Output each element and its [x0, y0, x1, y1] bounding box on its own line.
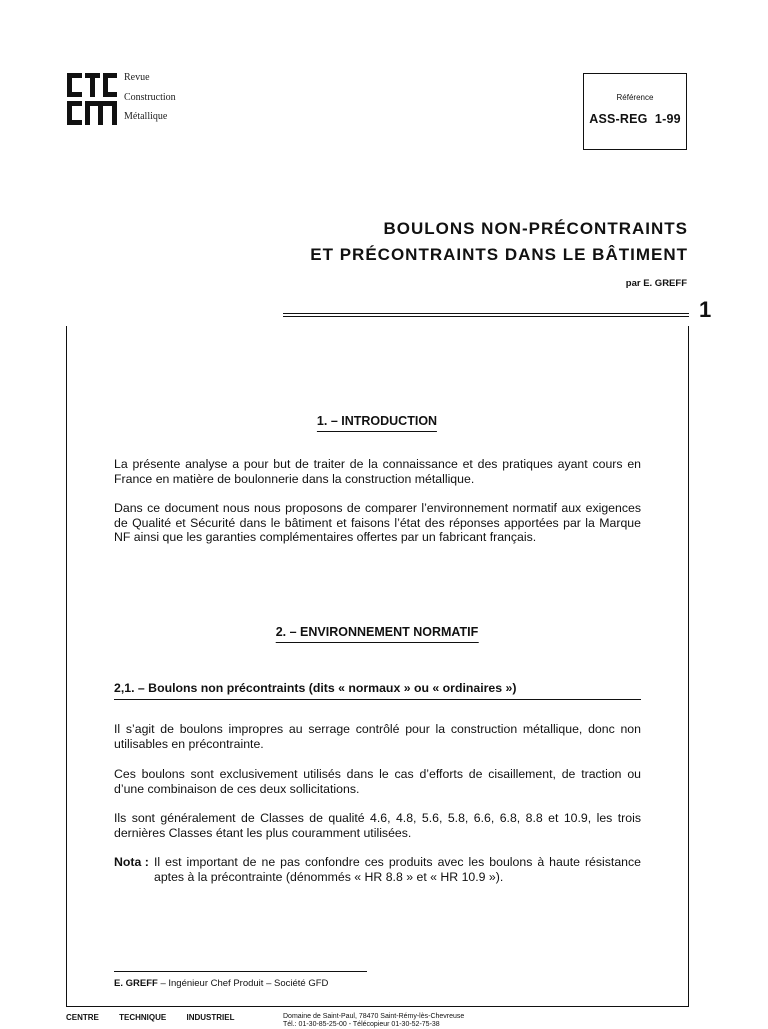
footer-address-line2: Tél.: 01-30-85-25-00 - Télécopieur 01-30-52-75-38: [283, 1021, 440, 1028]
footnote-rule: [114, 971, 367, 972]
nota-label: Nota :: [114, 855, 149, 869]
subsection-title: 2,1. – Boulons non précontraints (dits « normaux » ou « ordinaires »): [114, 681, 641, 700]
footer-word-industriel: INDUSTRIEL: [186, 1013, 235, 1022]
footer-word-technique: TECHNIQUE: [119, 1013, 167, 1022]
title-rule-bottom: [283, 316, 689, 317]
footnote: [114, 978, 328, 989]
intro-paragraph-1: La présente analyse a pour but de traiter de la connaissance et des pratiques ayant cours en France en matière de boulonnerie dans la construction métallique.: [114, 457, 641, 486]
env-paragraph-1: Il s’agit de boulons impropres au serrage contrôlé pour la construction métallique, donc non utilisables en précontrainte.: [114, 722, 641, 751]
footer-organization: [66, 1013, 252, 1022]
title-rule-top: [283, 313, 689, 314]
document-title-line2: ET PRÉCONTRAINTS DANS LE BÂTIMENT: [310, 245, 688, 264]
frame-bottom-border: [66, 1006, 689, 1007]
reference-label: Référence: [616, 93, 654, 102]
section-title-introduction: 1. – INTRODUCTION: [317, 414, 437, 432]
author: par E. GREFF: [625, 278, 687, 289]
nota-text-content: Il est important de ne pas confondre ces produits avec les boulons à haute résistance aptes à la précontrainte (dénommés « HR 8.8 » et « HR 10.9 »).: [154, 855, 641, 884]
document-title-line1: BOULONS NON-PRÉCONTRAINTS: [383, 219, 688, 238]
reference-code: ASS-REG 1-99: [589, 112, 681, 126]
section-title-environnement: 2. – ENVIRONNEMENT NORMATIF: [276, 625, 479, 643]
footer-address: [283, 1013, 464, 1029]
env-paragraph-2: Ces boulons sont exclusivement utilisés dans le cas d’efforts de cisaillement, de traction ou d’une combinaison de ces deux sollicitations.: [114, 767, 641, 796]
intro-paragraph-2: Dans ce document nous nous proposons de comparer l’environnement normatif aux exigences de Qualité et Sécurité dans le bâtiment et faisons l’état des réponses apportées par la Marque NF ainsi que les garanties complémentaires offertes par un fabricant français.: [114, 501, 641, 545]
nota-text: [154, 855, 641, 884]
env-paragraph-3: Ils sont généralement de Classes de qualité 4.6, 4.8, 5.6, 5.8, 6.6, 6.8, 8.8 et 10.9, les trois dernières Classes étant les plus couramment utilisées.: [114, 811, 641, 840]
footer-word-centre: CENTRE: [66, 1013, 99, 1022]
footnote-name: E. GREFF: [114, 978, 158, 989]
page-number: 1: [699, 297, 712, 322]
logo-line-revue: Revue: [124, 72, 150, 83]
ctcm-logo: [67, 73, 117, 125]
footnote-role: – Ingénieur Chef Produit – Société GFD: [157, 978, 329, 989]
reference-box: [583, 73, 687, 150]
logo-line-metallique: Métallique: [124, 111, 168, 122]
frame-left-border: [66, 326, 67, 1006]
footer-address-line1: Domaine de Saint-Paul, 78470 Saint-Rémy-lès-Chevreuse: [283, 1013, 465, 1020]
logo-line-construction: Construction: [124, 92, 176, 103]
frame-right-border: [688, 326, 689, 1006]
